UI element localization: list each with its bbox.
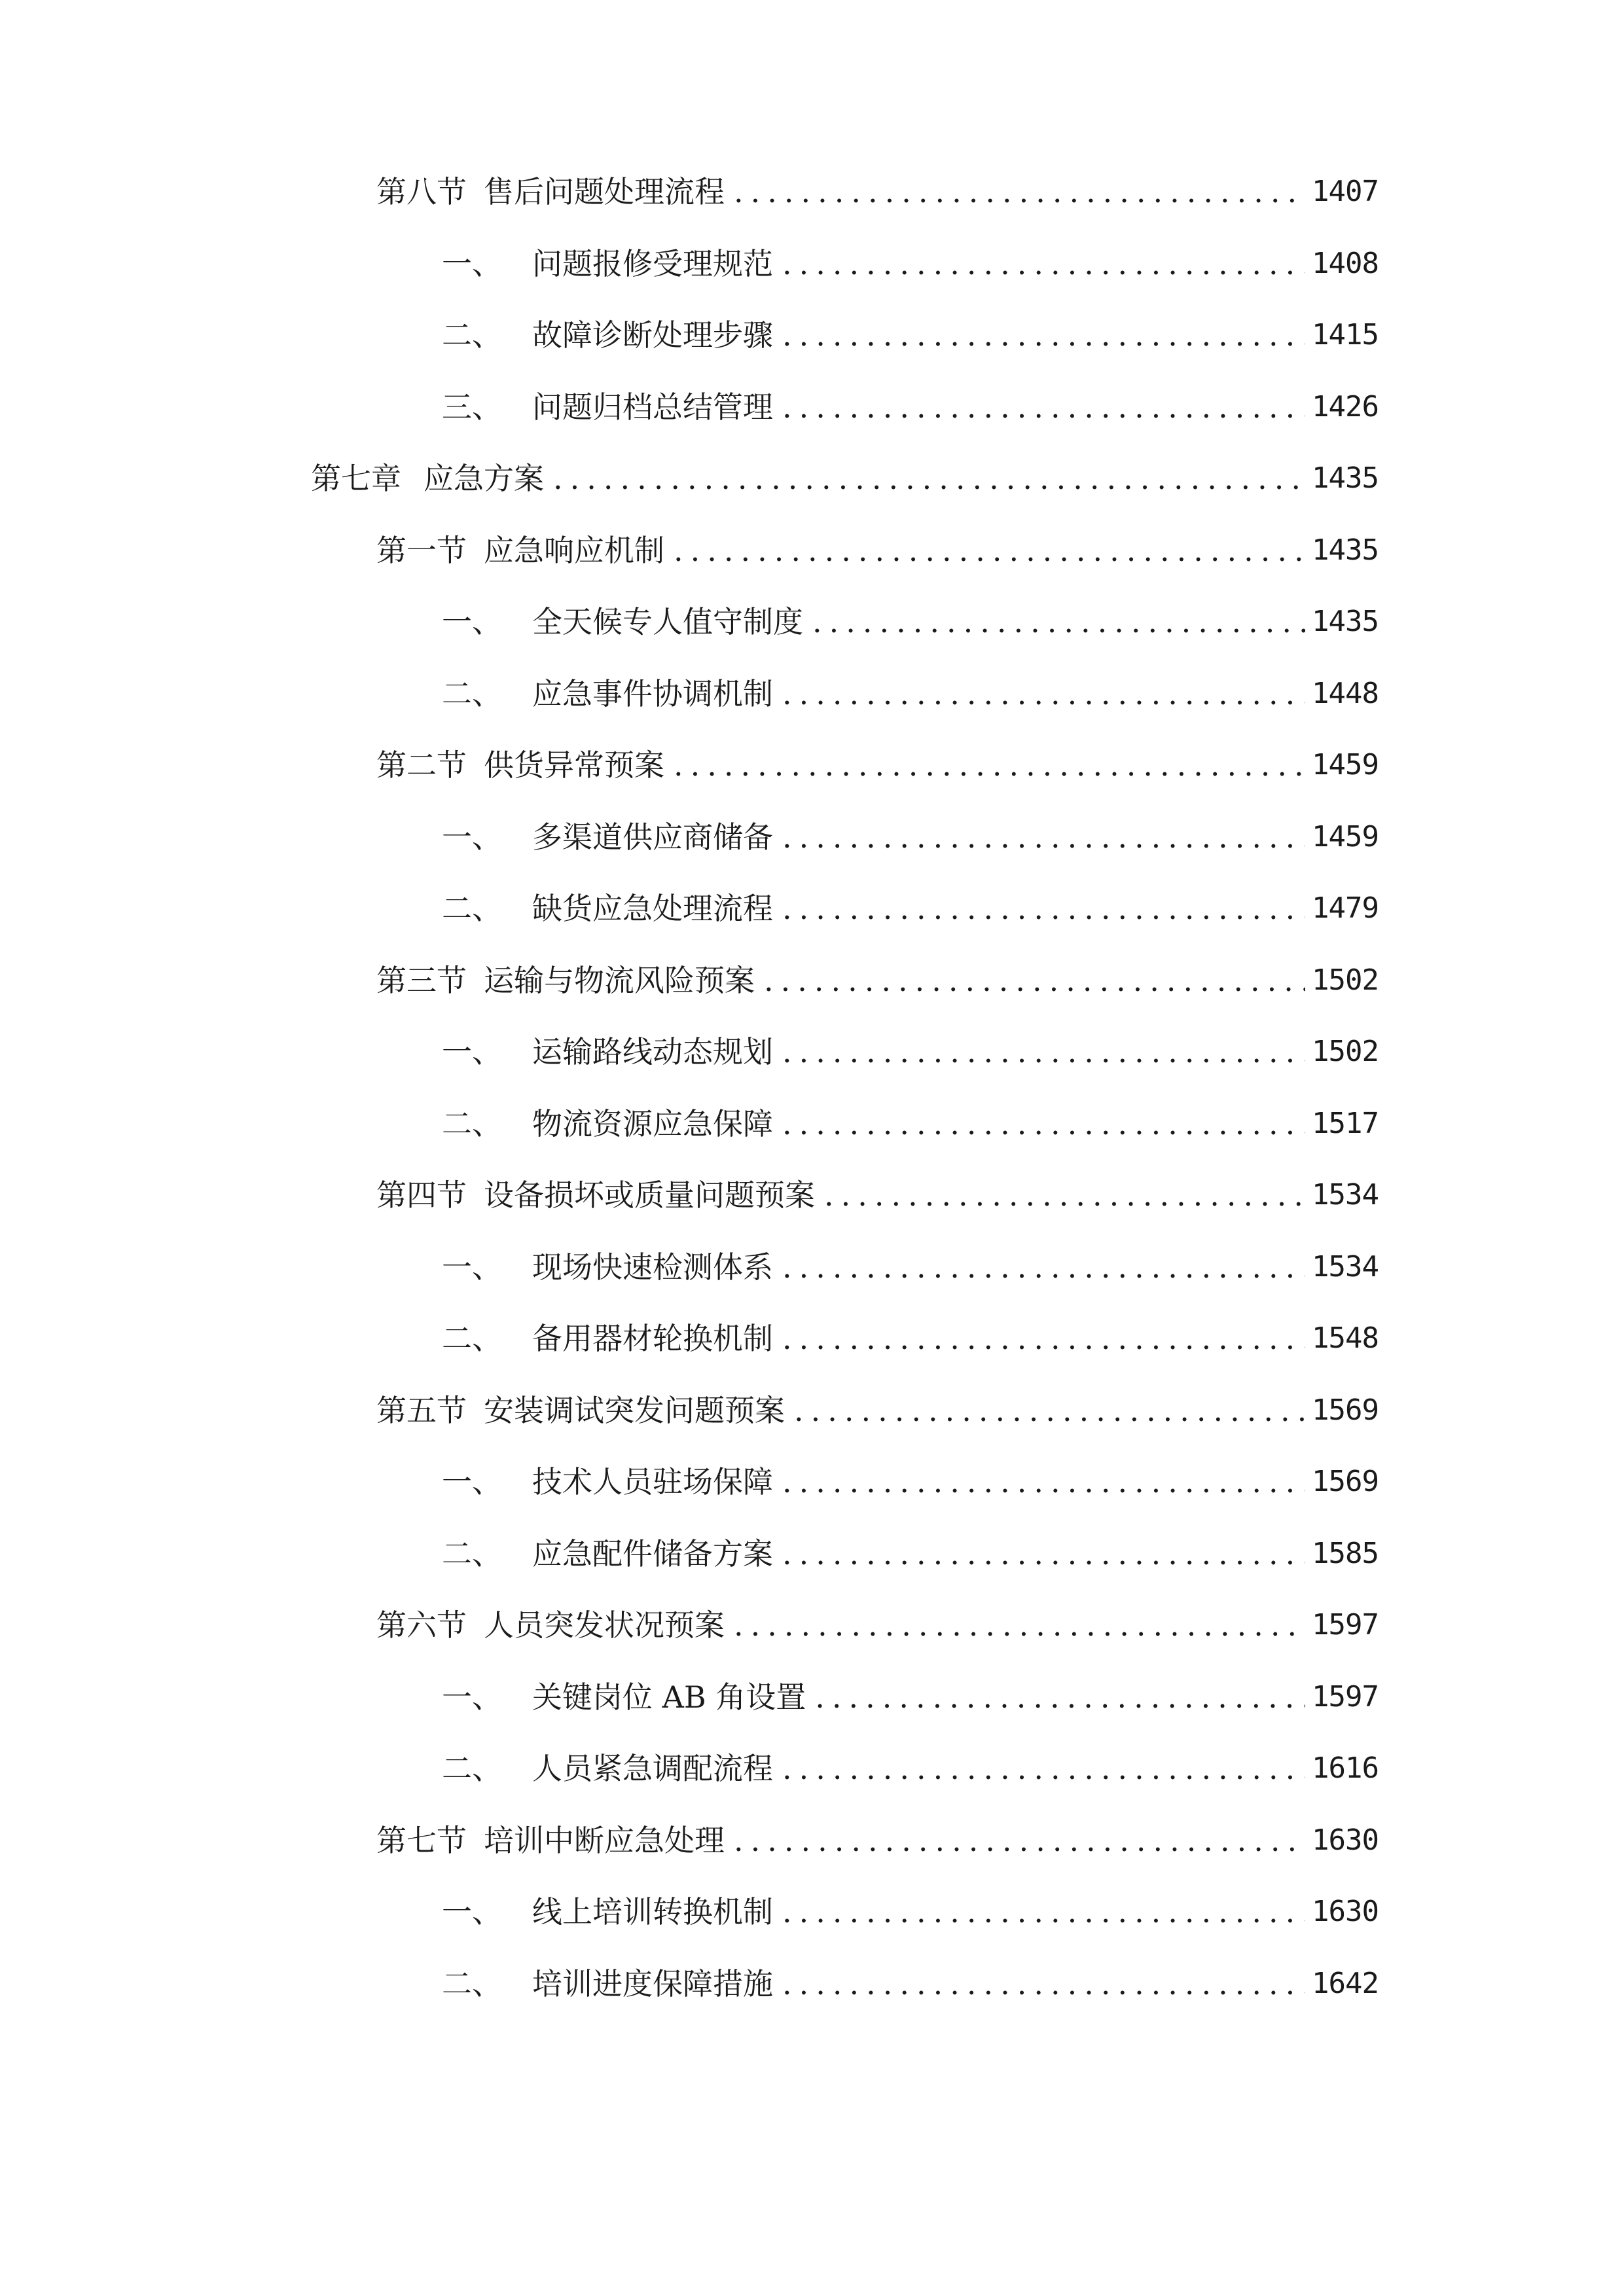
toc-entry-title: 现场快速检测体系 (532, 1249, 773, 1285)
toc-entry-number: 一、 (442, 245, 502, 281)
toc-entry-title: 设备损坏或质量问题预案 (484, 1177, 815, 1213)
toc-entry-label (442, 1241, 773, 1293)
toc-subsection-entry[interactable] (442, 1098, 1379, 1150)
toc-section-entry[interactable] (376, 1169, 1379, 1221)
toc-entry-number: 一、 (442, 1894, 502, 1929)
toc-entry-title: 技术人员驻场保障 (532, 1464, 773, 1499)
toc-entry-label (442, 882, 773, 935)
dot-leader (782, 811, 1305, 863)
toc-section-entry[interactable] (376, 166, 1379, 218)
toc-entry-number: 第八节 (376, 174, 467, 209)
toc-entry-number: 第七节 (376, 1822, 467, 1858)
toc-page-number: 1630 (1312, 1895, 1379, 1928)
toc-subsection-entry[interactable] (442, 596, 1379, 648)
toc-subsection-entry[interactable] (442, 238, 1379, 290)
dot-leader (815, 1671, 1305, 1723)
toc-subsection-entry[interactable] (442, 1742, 1379, 1795)
toc-entry-title: 应急配件储备方案 (532, 1535, 773, 1571)
toc-entry-label (442, 1098, 773, 1150)
dot-leader (674, 524, 1305, 577)
toc-page-number: 1408 (1312, 246, 1379, 280)
toc-entry-label (442, 668, 773, 720)
toc-entry-number: 第六节 (376, 1607, 467, 1643)
toc-entry-label (442, 381, 773, 433)
dot-leader (734, 1814, 1305, 1867)
toc-entry-title: 备用器材轮换机制 (532, 1321, 773, 1356)
toc-entry-number: 二、 (442, 1751, 502, 1786)
toc-page-number: 1435 (1312, 461, 1379, 495)
toc-entry-label (376, 1169, 815, 1221)
toc-page-number: 1502 (1312, 963, 1379, 997)
toc-entry-number: 第五节 (376, 1392, 467, 1428)
dot-leader (782, 1958, 1305, 2010)
toc-entry-title: 安装调试突发问题预案 (484, 1392, 785, 1428)
toc-subsection-entry[interactable] (442, 1671, 1379, 1723)
dot-leader (782, 1241, 1305, 1293)
toc-entry-label (376, 739, 664, 791)
toc-subsection-entry[interactable] (442, 811, 1379, 863)
toc-entry-number: 二、 (442, 1535, 502, 1571)
toc-entry-label (442, 309, 773, 361)
toc-entry-title: 问题报修受理规范 (532, 245, 773, 281)
toc-entry-title: 应急方案 (424, 461, 544, 496)
toc-subsection-entry[interactable] (442, 1456, 1379, 1508)
toc-page-number: 1459 (1312, 819, 1379, 853)
toc-entry-label (442, 811, 773, 863)
toc-entry-title: 应急事件协调机制 (532, 675, 773, 711)
toc-entry-label (442, 1886, 773, 1938)
toc-entry-label (376, 1814, 725, 1867)
toc-subsection-entry[interactable] (442, 1886, 1379, 1938)
toc-entry-title: 应急响应机制 (484, 532, 664, 568)
toc-entry-label (376, 524, 664, 577)
dot-leader (782, 1456, 1305, 1508)
toc-entry-number: 二、 (442, 1105, 502, 1141)
toc-entry-title: 运输与物流风险预案 (484, 962, 755, 998)
toc-entry-number: 二、 (442, 891, 502, 926)
toc-entry-number: 一、 (442, 1034, 502, 1069)
toc-entry-title: 关键岗位 AB 角设置 (532, 1679, 806, 1715)
toc-entry-number: 一、 (442, 819, 502, 855)
toc-entry-label (442, 1742, 773, 1795)
toc-entry-label (442, 1456, 773, 1508)
toc-entry-label (442, 596, 803, 648)
toc-page-number: 1548 (1312, 1321, 1379, 1355)
toc-entry-title: 运输路线动态规划 (532, 1034, 773, 1069)
toc-entry-title: 缺货应急处理流程 (532, 891, 773, 926)
dot-leader (812, 596, 1305, 648)
dot-leader (782, 309, 1305, 361)
dot-leader (782, 1098, 1305, 1150)
toc-subsection-entry[interactable] (442, 1026, 1379, 1078)
toc-entry-label (376, 166, 725, 218)
toc-entry-title: 物流资源应急保障 (532, 1105, 773, 1141)
toc-entry-label (442, 1026, 773, 1078)
dot-leader (782, 1026, 1305, 1078)
dot-leader (782, 238, 1305, 290)
toc-page-number: 1597 (1312, 1679, 1379, 1713)
toc-entry-label (311, 452, 544, 505)
toc-entry-title: 全天候专人值守制度 (532, 604, 803, 639)
dot-leader (782, 882, 1305, 935)
toc-entry-number: 一、 (442, 1464, 502, 1499)
dot-leader (782, 1742, 1305, 1795)
dot-leader (794, 1384, 1305, 1437)
toc-page-number: 1448 (1312, 676, 1379, 710)
toc-subsection-entry[interactable] (442, 309, 1379, 361)
toc-page-number: 1534 (1312, 1178, 1379, 1211)
toc-entry-number: 二、 (442, 1965, 502, 2001)
toc-entry-number: 第四节 (376, 1177, 467, 1213)
toc-entry-title: 培训中断应急处理 (484, 1822, 725, 1858)
toc-subsection-entry[interactable] (442, 1528, 1379, 1580)
toc-page-number: 1616 (1312, 1751, 1379, 1785)
toc-entry-number: 第一节 (376, 532, 467, 568)
toc-section-entry[interactable] (376, 954, 1379, 1007)
toc-section-entry[interactable] (376, 1814, 1379, 1867)
toc-page-number: 1534 (1312, 1249, 1379, 1283)
toc-page-number: 1630 (1312, 1823, 1379, 1857)
dot-leader (782, 668, 1305, 720)
toc-entry-number: 三、 (442, 389, 502, 425)
toc-entry-label (442, 1671, 806, 1723)
toc-subsection-entry[interactable] (442, 668, 1379, 720)
toc-entry-label (442, 1312, 773, 1365)
toc-chapter-entry[interactable] (311, 452, 1379, 505)
dot-leader (734, 166, 1305, 218)
dot-leader (782, 1528, 1305, 1580)
toc-page-number: 1585 (1312, 1536, 1379, 1570)
toc-subsection-entry[interactable] (442, 882, 1379, 935)
toc-entry-label (442, 238, 773, 290)
toc-entry-number: 一、 (442, 1249, 502, 1285)
toc-page-number: 1426 (1312, 389, 1379, 423)
toc-page-number: 1435 (1312, 533, 1379, 567)
dot-leader (674, 739, 1305, 791)
dot-leader (824, 1169, 1305, 1221)
toc-entry-label (442, 1528, 773, 1580)
toc-entry-number: 二、 (442, 1321, 502, 1356)
dot-leader (764, 954, 1305, 1007)
toc-section-entry[interactable] (376, 524, 1379, 577)
toc-subsection-entry[interactable] (442, 381, 1379, 433)
toc-page-number: 1435 (1312, 605, 1379, 638)
toc-entry-title: 多渠道供应商储备 (532, 819, 773, 855)
toc-entry-title: 供货异常预案 (484, 747, 664, 783)
toc-page-number: 1479 (1312, 891, 1379, 925)
toc-entry-number: 二、 (442, 675, 502, 711)
toc-entry-number: 一、 (442, 604, 502, 639)
dot-leader (782, 1312, 1305, 1365)
toc-entry-label (376, 1384, 785, 1437)
toc-entry-number: 二、 (442, 317, 502, 353)
toc-page-number: 1415 (1312, 318, 1379, 351)
toc-entry-title: 人员突发状况预案 (484, 1607, 725, 1643)
dot-leader (782, 1886, 1305, 1938)
toc-subsection-entry[interactable] (442, 1958, 1379, 2010)
dot-leader (553, 452, 1305, 505)
toc-page-number: 1459 (1312, 748, 1379, 781)
toc-page-number: 1502 (1312, 1035, 1379, 1068)
dot-leader (782, 381, 1305, 433)
toc-entry-title: 线上培训转换机制 (532, 1894, 773, 1929)
toc-entry-number: 一、 (442, 1679, 502, 1715)
toc-entry-number: 第三节 (376, 962, 467, 998)
toc-entry-number: 第二节 (376, 747, 467, 783)
toc-entry-label (442, 1958, 773, 2010)
toc-entry-label (376, 954, 755, 1007)
toc-entry-title: 人员紧急调配流程 (532, 1751, 773, 1786)
toc-page-number: 1517 (1312, 1106, 1379, 1140)
toc-section-entry[interactable] (376, 1384, 1379, 1437)
toc-page-number: 1642 (1312, 1966, 1379, 2000)
toc-page-number: 1569 (1312, 1465, 1379, 1498)
toc-entry-number: 第七章 (311, 461, 401, 496)
toc-entry-title: 售后问题处理流程 (484, 174, 725, 209)
toc-section-entry[interactable] (376, 739, 1379, 791)
toc-entry-label (376, 1599, 725, 1651)
toc-subsection-entry[interactable] (442, 1312, 1379, 1365)
toc-entry-title: 故障诊断处理步骤 (532, 317, 773, 353)
toc-entry-title: 培训进度保障措施 (532, 1965, 773, 2001)
toc-section-entry[interactable] (376, 1599, 1379, 1651)
toc-page-number: 1569 (1312, 1393, 1379, 1427)
toc-entry-title: 问题归档总结管理 (532, 389, 773, 425)
dot-leader (734, 1599, 1305, 1651)
toc-page-number: 1407 (1312, 175, 1379, 208)
toc-page-number: 1597 (1312, 1608, 1379, 1641)
toc-subsection-entry[interactable] (442, 1241, 1379, 1293)
